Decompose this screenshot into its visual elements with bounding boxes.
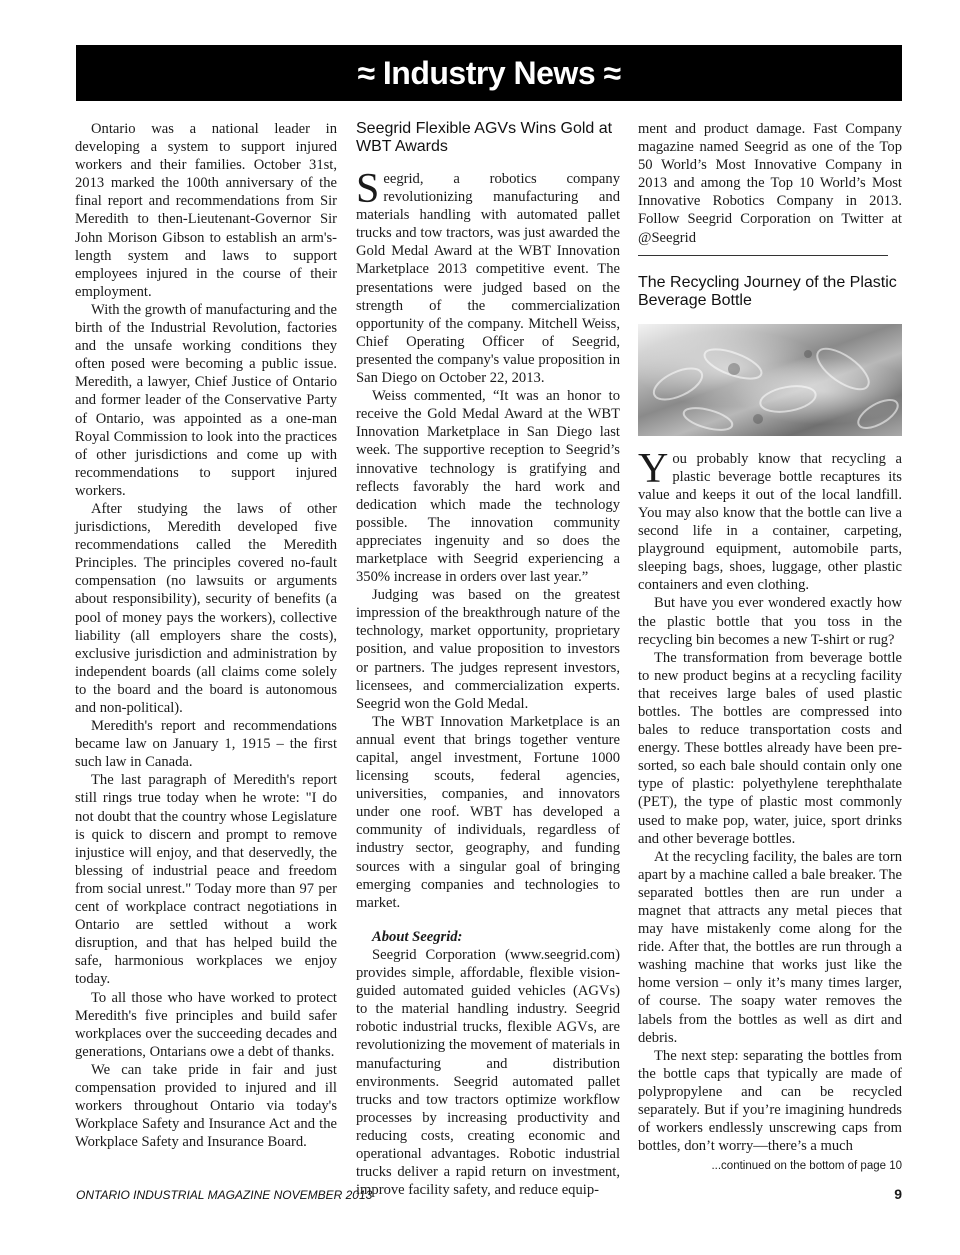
bottles-illustration: [638, 324, 902, 436]
paragraph: The next step: separating the bottles from the bottle caps that typically are made of polypropylene and can be recycled separately. But if you’re imagining hundreds of workers endlessly unscrewing caps from bottles, don’t worry—there’s a much: [638, 1047, 902, 1155]
magazine-footer: ONTARIO INDUSTRIAL MAGAZINE NOVEMBER 2013: [76, 1188, 373, 1202]
continued-note: ...continued on the bottom of page 10: [711, 1160, 902, 1172]
lead-paragraph: [356, 166, 620, 387]
divider: [638, 255, 888, 256]
column-meredith-article: [75, 120, 337, 1151]
lead-paragraph: [638, 445, 902, 595]
paragraph: The WBT Innovation Marketplace is an annual event that brings together venture capital, angel investment, Fortune 1000 licensing scouts, federal agencies, universities, companies, and innovators under one roof. WBT has developed a community of individuals, regardless of industry sector, geography, and funding sources with a singular goal of bringing emerging companies and technologies to market.: [356, 713, 620, 911]
drop-cap: S: [356, 166, 380, 212]
paragraph: Meredith's report and recommendations became law on January 1, 1915 – the first such law in Canada.: [75, 718, 337, 771]
recycling-headline: The Recycling Journey of the Plastic Beverage Bottle: [638, 273, 897, 309]
drop-cap: Y: [638, 445, 669, 492]
column-recycling-article: [638, 120, 902, 1155]
paragraph: The last paragraph of Meredith's report still rings true today when he wrote: "I do not doubt that the country whose Legislature is quick to discern and prompt to remove injustice will enjoy, and that deservedly, the blessing of industrial peace and freedom from social unrest." Today more than 97 per cent of workplace contract negotiations in Ontario are settled without a work disruption, and that has helped build the safe, harmonious workplaces we enjoy today.: [75, 772, 337, 988]
bottles-photo: [638, 324, 902, 436]
paragraph: The transformation from beverage bottle to new product begins at a recycling facility that receives large bales of used plastic bottles. The bottles are compressed into bales to reduce transportation costs and energy. These bottles already have been pre-sorted, so each bale should contain only one type of plastic: polyethylene terephthalate (PET), the type of plastic most commonly used to make pop, water, juice, sport drinks and other beverage bottles.: [638, 649, 902, 847]
paragraph: But have you ever wondered exactly how the plastic bottle that you toss in the recycling bin becomes a new T-shirt or rug?: [638, 595, 902, 648]
column-seegrid-article: [356, 120, 620, 1199]
paragraph: Judging was based on the greatest impression of the breakthrough nature of the technology, market opportunity, proprietary position, and value proposition to investors or partners. The judges represent investors, licensees, and commercialization experts. Seegrid won the Gold Medal.: [356, 587, 620, 712]
about-heading: About Seegrid:: [372, 928, 463, 945]
section-title: ≈ Industry News ≈: [357, 55, 621, 91]
paragraph: Ontario was a national leader in developing a system to support injured workers and their families. October 31st, 2013 marked the 100th anniversary of the final report and recommendations from Sir Meredith to then-Lieutenant-Governor Sir John Morison Gibson to establish an arm's-length system and laws to support employees injured in the course of their employment.: [75, 121, 337, 300]
paragraph: Weiss commented, “It was an honor to receive the Gold Medal Award at the WBT Innovation Marketplace in San Diego last week. The supportive reception to Seegrid’s innovative technology is gratifying and reflects favorably the hard work and dedication which made the technology possible. The innovation community appreciates ingenuity and so does the marketplace with Seegrid experiencing a 350% increase in orders over last year.”: [356, 388, 620, 586]
about-paragraph: Seegrid Corporation (www.seegrid.com) provides simple, affordable, flexible vision-guided automated guided vehicles (AGVs) to the material handling industry. Seegrid robotic industrial trucks, flexible AGVs, are revolutionizing the movement of materials in manufacturing and distribution environments. Seegrid automated pallet trucks and tow tractors optimize workflow processes by increasing productivity and reducing costs, creating economic and operational advantages. Robotic industrial trucks deliver a rapid return on investment, improve facility safety, and reduce equip-: [356, 946, 620, 1199]
paragraph: To all those who have worked to protect Meredith's five principles and build safer workplaces over the succeeding decades and generations, Ontarians owe a debt of thanks.: [75, 989, 337, 1060]
page-number: 9: [894, 1186, 902, 1202]
seegrid-headline: Seegrid Flexible AGVs Wins Gold at WBT Awards: [356, 120, 613, 155]
paragraph: We can take pride in fair and just compensation provided to injured and ill workers throughout Ontario via today's Workplace Safety and Insurance Act and the Workplace Safety and Insurance Board.: [75, 1061, 337, 1151]
section-banner: [76, 45, 902, 101]
continuation-paragraph: ment and product damage. Fast Company magazine named Seegrid as one of the Top 50 World’s Most Innovative Company in 2013 and among the Top 10 World’s Most Innovative Robotics Company in 2013. Follow Seegrid Corporation on Twitter at @Seegrid: [638, 121, 902, 246]
lead-text: ou probably know that recycling a plastic beverage bottle recaptures its value and keeps it out of the local landfill. You may also know that the bottle can live a second life in a container, carpeting, playground equipment, automobile parts, sleeping bags, shoes, luggage, other plastic containers and even clothing.: [638, 450, 902, 594]
paragraph: At the recycling facility, the bales are torn apart by a machine called a bale breaker. The separated bottles then are run under a magnet that attracts any metal pieces that may have mistakenly come along for the ride. After that, the bottles are run through a washing machine that works just like the home version – only it’s many times larger, of course. The soapy water removes the labels from the bottles as well as dirt and debris.: [638, 848, 902, 1046]
lead-text: eegrid, a robotics company revolutionizing manufacturing and materials handling with automated pallet trucks and tow tractors, was just awarded the Gold Medal Award at the WBT Innovation Marketplace 2013 competitive event. The presentations were judged based on the strength of the commercialization opportunity of the company. Mitchell Weiss, Chief Operating Officer of Seegrid, presented the company's value proposition in San Diego on October 22, 2013.: [356, 171, 620, 387]
paragraph: With the growth of manufacturing and the birth of the Industrial Revolution, factories and the unsafe working conditions they often posed were becoming a public issue. Meredith, a lawyer, Chief Justice of Ontario and former leader of the Conservative Party of Ontario, was appointed as a one-man Royal Commission to look into the practices of other jurisdictions and come up with recommendations to support injured workers.: [75, 301, 337, 499]
paragraph: After studying the laws of other jurisdictions, Meredith developed five recommendations called the Meredith Principles. The principles covered no-fault compensation (no lawsuits or arguments about responsibility), security of benefits (a pool of money pays the workers), collective liability (all employers share the costs), exclusive jurisdiction and administration by independent boards (all claims come solely to the board and the board is autonomous and non-political).: [75, 500, 337, 716]
